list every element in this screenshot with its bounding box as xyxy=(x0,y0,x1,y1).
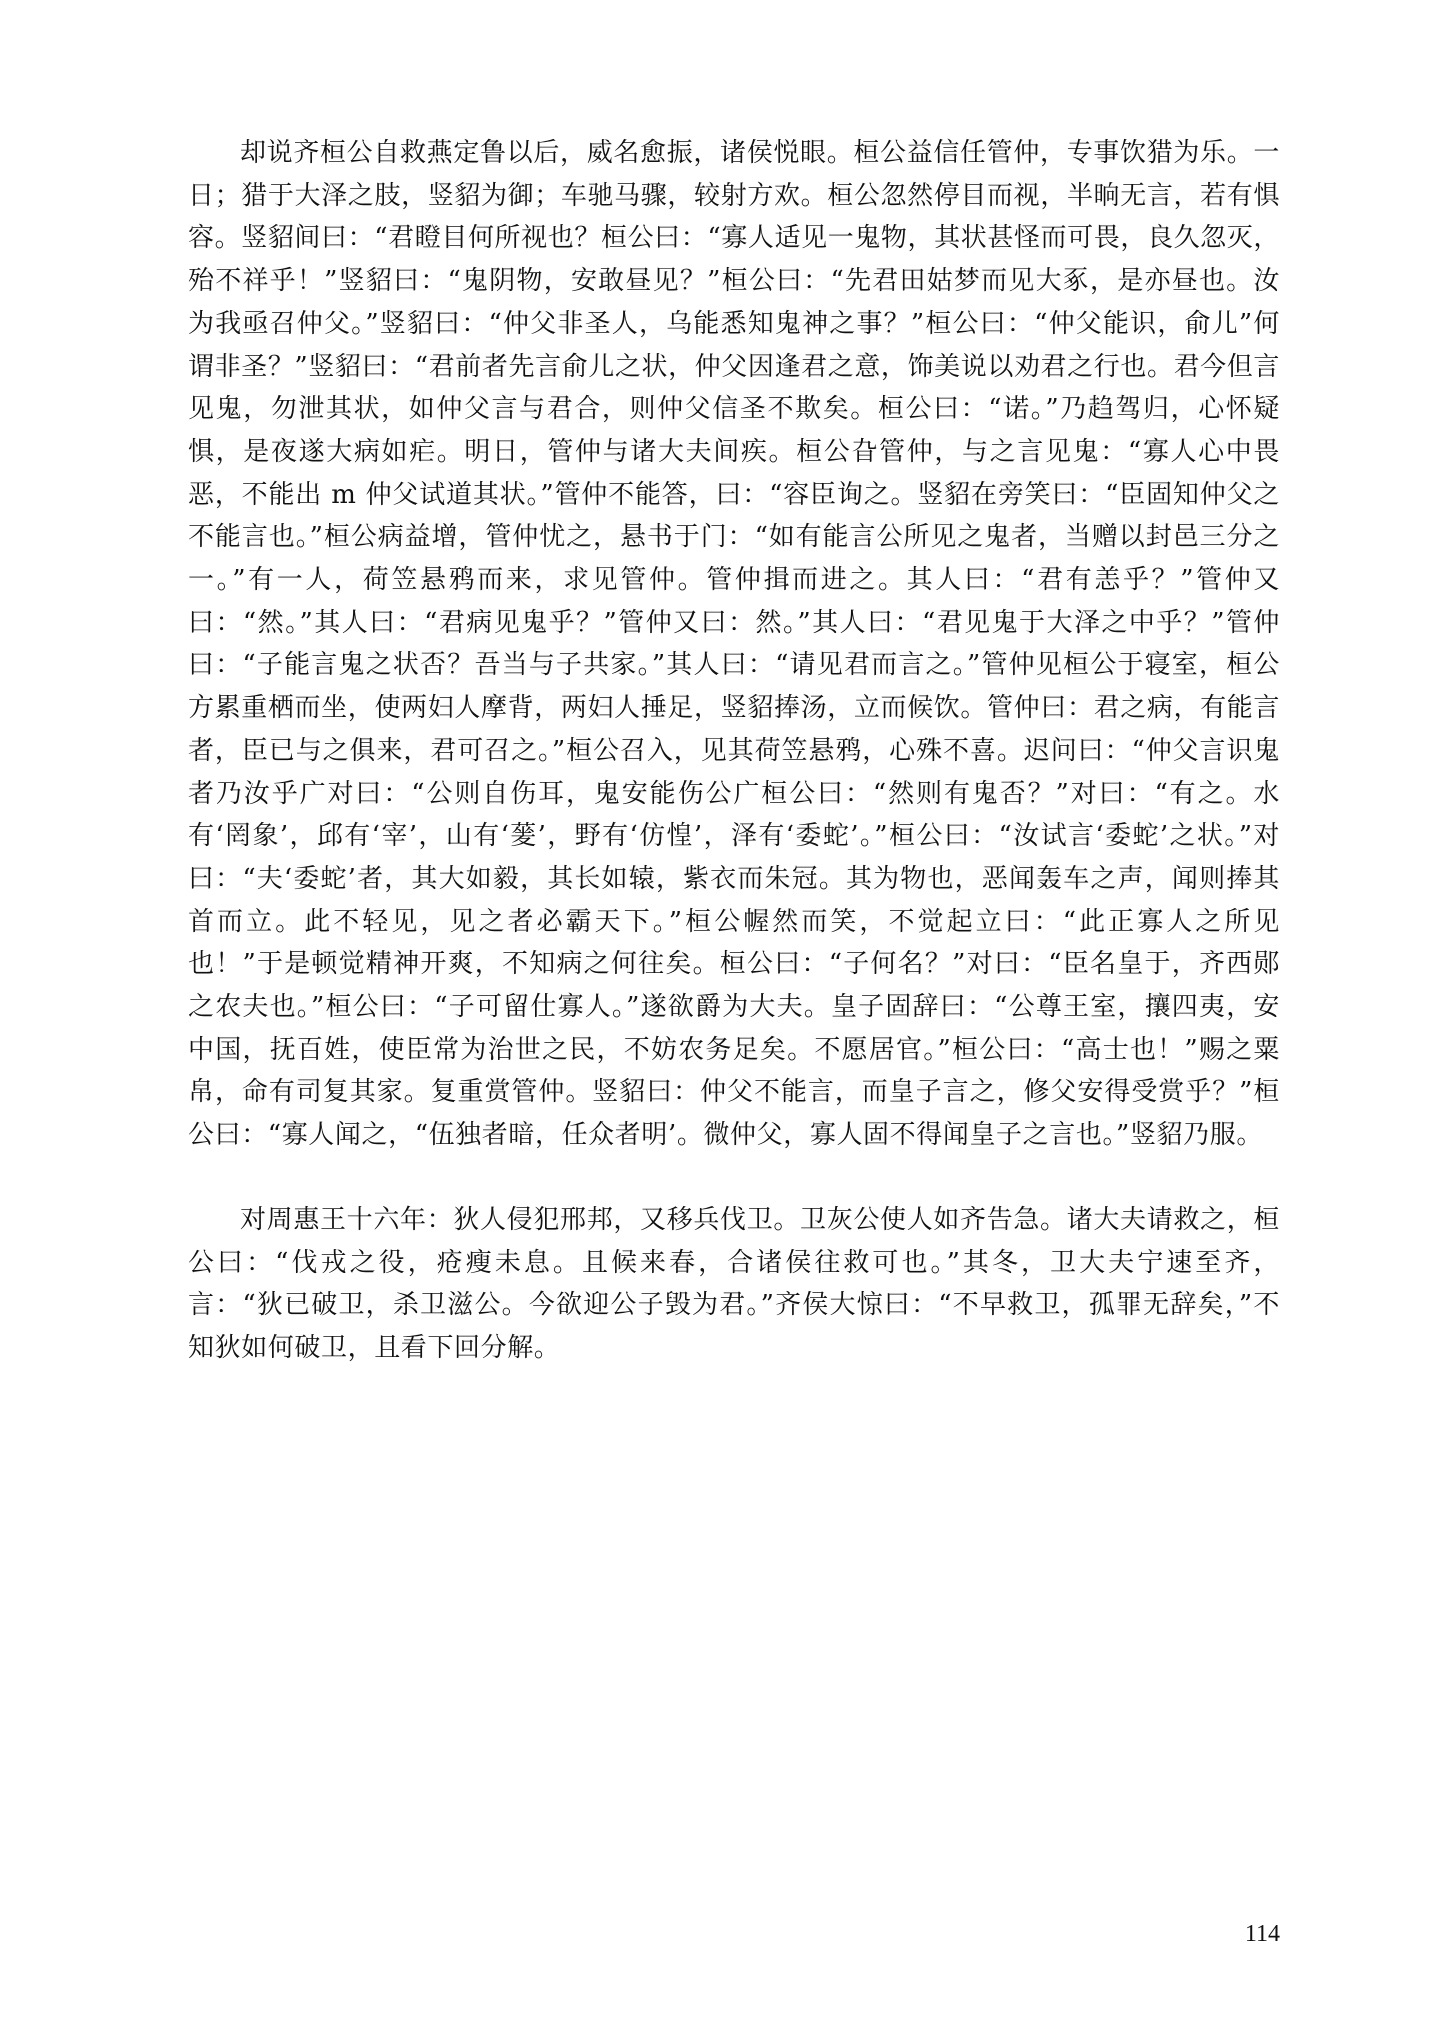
page-number: 114 xyxy=(1244,1921,1280,1947)
paragraph-1: 却说齐桓公自救燕定鲁以后，威名愈振，诸侯悦眼。桓公益信任管仲，专事饮猎为乐。一日；猎于大泽之肢，竖貂为御；车驰马骤，较射方欢。桓公忽然停目而视，半晌无言，若有惧容。竖貂间曰：“君瞪目何所视也？桓公曰：“寡人适见一鬼物，其状甚怪而可畏，良久忽灭，殆不祥乎！”竖貂曰：“鬼阴物，安敢昼见？”桓公曰：“先君田姑梦而见大豖，是亦昼也。汝为我亟召仲父。”竖貂曰：“仲父非圣人，乌能悉知鬼神之事？”桓公曰：“仲父能识，俞儿”何谓非圣？”竖貂曰：“君前者先言俞儿之状，仲父因逢君之意，饰美说以劝君之行也。君今但言见鬼，勿泄其状，如仲父言与君合，则仲父信圣不欺矣。桓公曰：“诺。”乃趋驾归，心怀疑惧，是夜遂大病如疟。明日，管仲与诸大夫间疾。桓公旮管仲，与之言见鬼：“寡人心中畏恶，不能出 m 仲父试道其状。”管仲不能答，曰：“容臣询之。竖貂在旁笑曰：“臣固知仲父之不能言也。”桓公病益增，管仲忧之，悬书于门：“如有能言公所见之鬼者，当赠以封邑三分之一。”有一人，荷笠悬鸦而来，求见管仲。管仲揖而进之。其人曰：“君有恙乎？”管仲又曰：“然。”其人曰：“君病见鬼乎？”管仲又曰：然。”其人曰：“君见鬼于大泽之中乎？”管仲曰：“子能言鬼之状否？吾当与子共家。”其人曰：“请见君而言之。”管仲见桓公于寝室，桓公方累重栖而坐，使两妇人摩背，两妇人捶足，竖貂捧汤，立而候饮。管仲曰：君之病，有能言者，臣已与之俱来，君可召之。”桓公召入，见其荷笠悬鸦，心殊不喜。迟问曰：“仲父言识鬼者乃汝乎广对曰：“公则自伤耳，鬼安能伤公广桓公曰：“然则有鬼否？”对曰：“有之。水有‘罔象’，邱有‘宰’，山有‘蓌’，野有‘仿惶’，泽有‘委蛇’。”桓公曰：“汝试言‘委蛇’之状。”对曰：“夫‘委蛇’者，其大如毅，其长如辕，紫衣而朱冠。其为物也，恶闻轰车之声，闻则捧其首而立。此不轻见，见之者必霸天下。”桓公幄然而笑，不觉起立曰：“此正寡人之所见也！”于是顿觉精神开爽，不知病之何往矣。桓公曰：“子何名？”对曰：“臣名皇于，齐西郧之农夫也。”桓公曰：“子可留仕寡人。”遂欲爵为大夫。皇子固辞曰：“公尊王室，攘四夷，安中国，抚百姓，使臣常为治世之民，不妨农务足矣。不愿居官。”桓公曰：“高士也！”赐之粟帛，命有司复其家。复重赏管仲。竖貂曰：仲父不能言，而皇子言之，修父安得受赏乎？”桓公曰：“寡人闻之，“伍独者暗，任众者明’。微仲父，寡人固不得闻皇子之言也。”竖貂乃服。 xyxy=(188,138,1280,1151)
paragraph-2: 对周惠王十六年：狄人侵犯邢邦，又移兵伐卫。卫灰公使人如齐告急。诸大夫请救之，桓公曰：“伐戎之役，疮瘦未息。且候来春，合诸侯往救可也。”其冬，卫大夫宁速至齐，言：“狄已破卫，杀卫滋公。今欲迎公子毁为君。”齐侯大惊曰：“不早救卫，孤罪无辞矣，”不知狄如何破卫，且看下回分解。 xyxy=(188,1204,1280,1363)
body-text xyxy=(188,132,1280,1370)
